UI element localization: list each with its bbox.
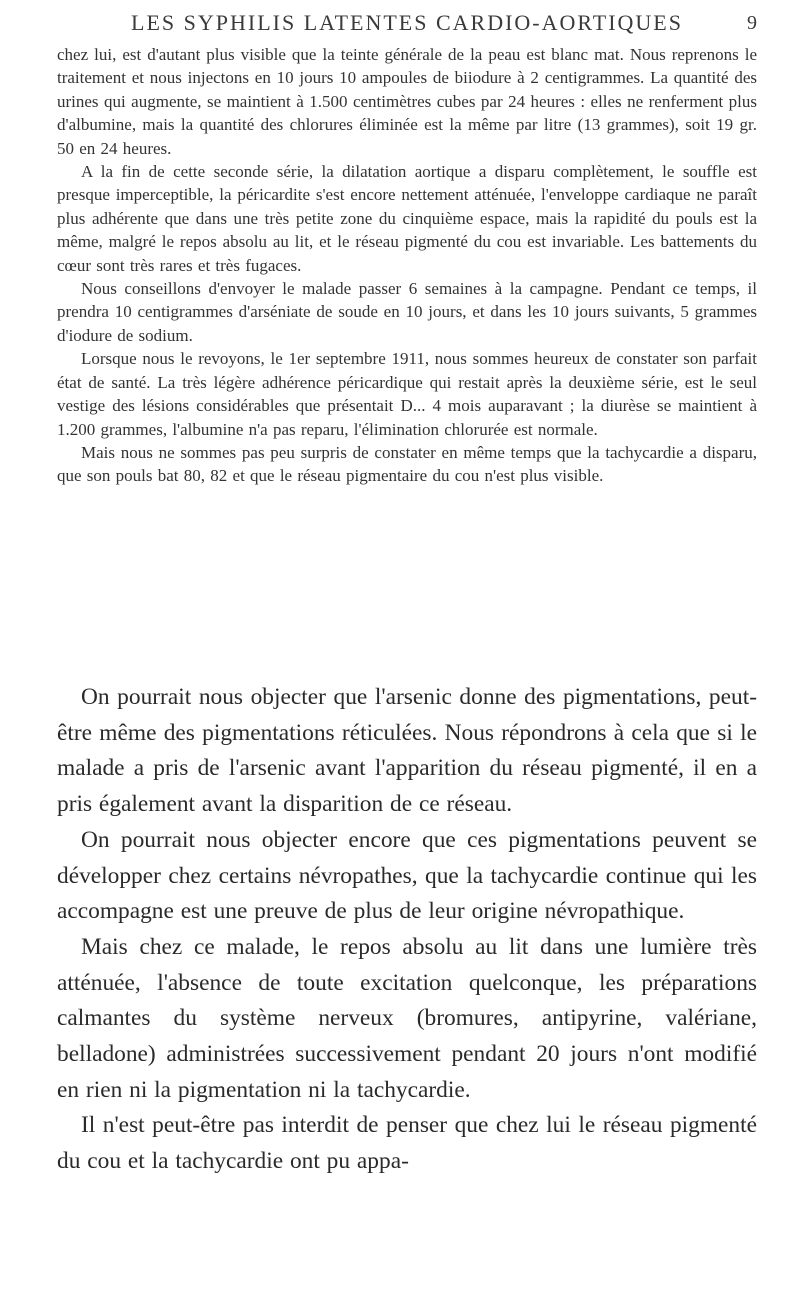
running-title: LES SYPHILIS LATENTES CARDIO-AORTIQUES xyxy=(131,10,683,35)
page-number: 9 xyxy=(747,12,757,34)
paragraph: chez lui, est d'autant plus visible que la teinte générale de la peau est blanc mat. Nous reprenons le traitement et nous injectons en 10 jours 10 ampoules de biiodure à 2 centigrammes. La quantité des urines qui augmente, se maintient à 1.500 centimètres cubes par 24 heures : elles ne renferment plus d'albumine, mais la quantité des chlorures éliminée est la même par litre (13 grammes), soit 19 gr. 50 en 24 heures. xyxy=(57,45,757,158)
paragraph: Nous conseillons d'envoyer le malade passer 6 semaines à la campagne. Pendant ce temps, il prendra 10 centigrammes d'arséniate de soude en 10 jours, et dans les 10 jours suivants, 5 grammes d'iodure de sodium. xyxy=(57,279,757,345)
running-header xyxy=(57,10,757,40)
paragraph: A la fin de cette seconde série, la dilatation aortique a disparu complètement, le souffle est presque imperceptible, la péricardite s'est encore nettement atténuée, l'enveloppe cardiaque ne paraît plus adhérente que dans une très petite zone du cinquième espace, mais la rapidité du pouls est la même, malgré le repos absolu au lit, et le réseau pigmenté du cou est invariable. Les battements du cœur sont très rares et très fugaces. xyxy=(57,162,757,275)
paragraph: Mais nous ne sommes pas peu surpris de constater en même temps que la tachycardie a disparu, que son pouls bat 80, 82 et que le réseau pigmentaire du cou n'est plus visible. xyxy=(57,442,757,486)
book-page xyxy=(57,0,757,1294)
paragraph: Il n'est peut-être pas interdit de penser que chez lui le réseau pigmenté du cou et la tachycardie ont pu appa- xyxy=(57,1112,757,1175)
paragraph: On pourrait nous objecter que l'arsenic donne des pigmentations, peut-être même des pigmentations réticulées. Nous répondrons à cela que si le malade a pris de l'arsenic avant l'apparition du réseau pigmenté, il en a pris également avant la disparition de ce réseau. xyxy=(57,684,757,818)
paragraph: Lorsque nous le revoyons, le 1er septembre 1911, nous sommes heureux de constater son parfait état de santé. La très légère adhérence péricardique qui restait après la deuxième série, est le seul vestige des lésions considérables que présentait D... 4 mois auparavant ; la diurèse se maintient à 1.200 grammes, l'albumine n'a pas reparu, l'élimination chlorurée est normale. xyxy=(57,349,757,439)
paragraph: Mais chez ce malade, le repos absolu au lit dans une lumière très atténuée, l'absence de toute excitation quelconque, les préparations calmantes du système nerveux (bromures, antipyrine, valériane, belladone) administrées successivement pendant 20 jours n'ont modifié en rien ni la pigmentation ni la tachycardie. xyxy=(57,933,757,1103)
case-report-text xyxy=(57,43,757,488)
discussion-text xyxy=(57,680,757,1180)
paragraph: On pourrait nous objecter encore que ces pigmentations peuvent se développer chez certains névropathes, que la tachycardie continue qui les accompagne est une preuve de plus de leur origine névropathique. xyxy=(57,826,757,925)
